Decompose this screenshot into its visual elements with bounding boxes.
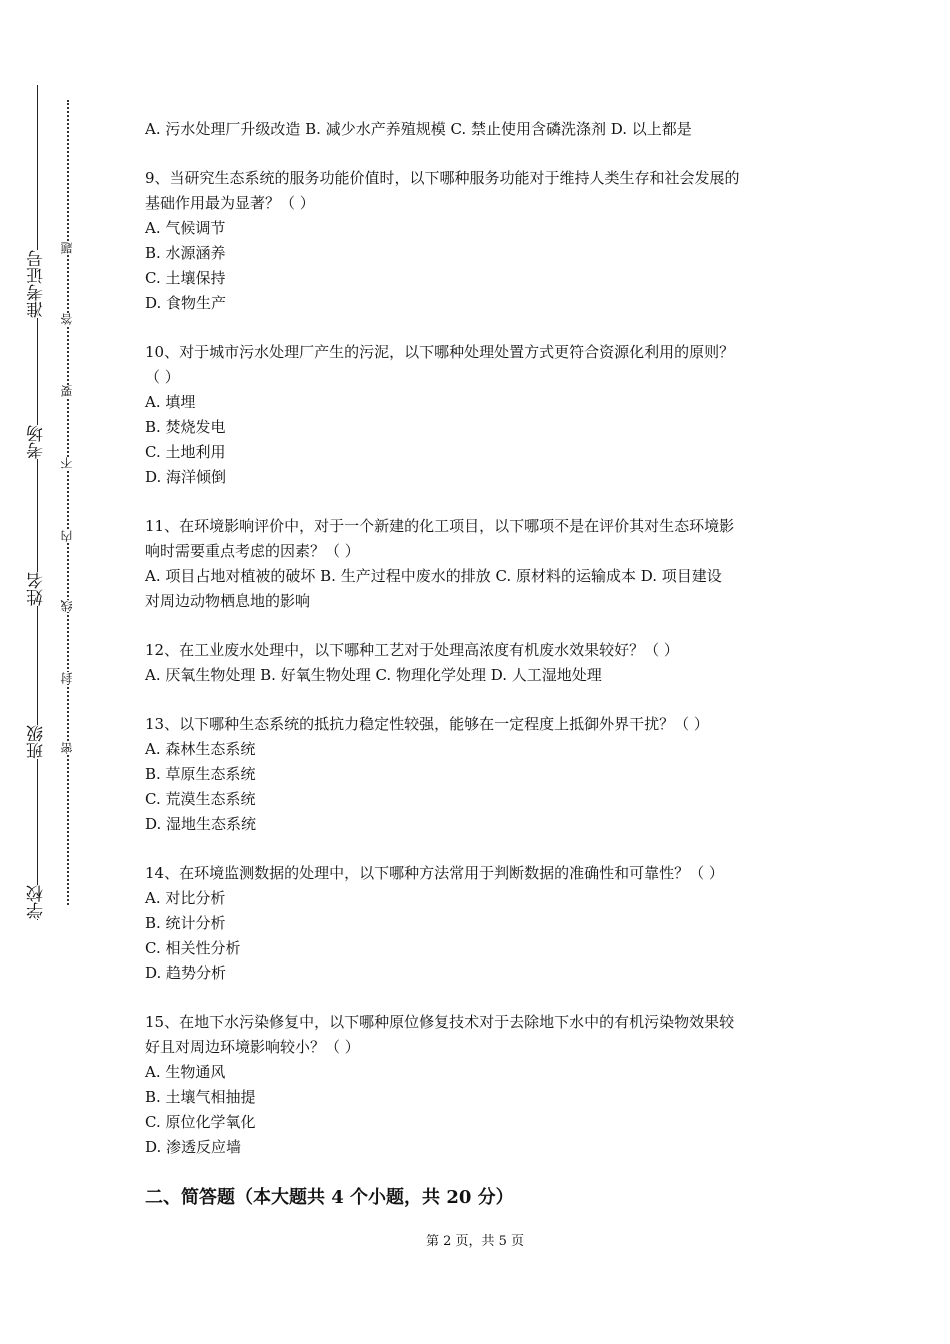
question-9 (145, 166, 817, 316)
seal-char: 题 (57, 242, 77, 254)
option-d: D. 湿地生态系统 (145, 815, 257, 833)
seal-char: 线 (57, 600, 77, 612)
option-c: C. 土地利用 (145, 443, 226, 461)
option-d: D. 渗透反应墙 (145, 1138, 242, 1156)
question-stem: 基础作用最为显著？（ ） (145, 194, 315, 212)
page-number: 第 2 页，共 5 页 (425, 1234, 525, 1249)
label-exam-room: 考场 (17, 425, 57, 459)
option-line: A. 厌氧生物处理 B. 好氧生物处理 C. 物理化学处理 D. 人工湿地处理 (145, 666, 602, 684)
option-b: B. 统计分析 (145, 914, 226, 932)
option-c: C. 土壤保持 (145, 269, 226, 287)
seal-char: 要 (57, 385, 77, 397)
option-b: B. 土壤气相抽提 (145, 1088, 256, 1106)
question-stem: 14、在环境监测数据的处理中，以下哪种方法常用于判断数据的准确性和可靠性？（ ） (145, 864, 724, 882)
option-a: A. 填埋 (145, 393, 196, 411)
binding-line-solid (37, 85, 38, 920)
option-a: A. 气候调节 (145, 219, 226, 237)
question-list (145, 117, 817, 1212)
label-class: 班级 (17, 725, 57, 759)
question-12 (145, 638, 817, 688)
option-d: D. 海洋倾倒 (145, 468, 227, 486)
question-14 (145, 861, 817, 986)
option-line: A. 项目占地对植被的破坏 B. 生产过程中废水的排放 C. 原材料的运输成本 D. 项目建设 (145, 567, 722, 585)
seal-char: 内 (57, 530, 77, 542)
seal-char: 不 (57, 457, 77, 469)
option-b: B. 水源涵养 (145, 244, 226, 262)
section-title: 二、简答题（本大题共 4 个小题，共 20 分） (145, 1187, 514, 1208)
option-a: A. 森林生态系统 (145, 740, 256, 758)
question-11 (145, 514, 817, 614)
option-b: B. 焚烧发电 (145, 418, 226, 436)
label-exam-number: 准考证号 (17, 250, 57, 318)
option-a: A. 对比分析 (145, 889, 226, 907)
question-stem: （ ） (145, 368, 180, 386)
question-15 (145, 1010, 817, 1160)
option-d: D. 趋势分析 (145, 964, 227, 982)
question-stem: 13、以下哪种生态系统的抵抗力稳定性较强，能够在一定程度上抵御外界干扰？（ ） (145, 715, 709, 733)
question-10 (145, 340, 817, 490)
option-c: C. 荒漠生态系统 (145, 790, 256, 808)
question-stem: 响时需要重点考虑的因素？（ ） (145, 542, 360, 560)
option-a: A. 生物通风 (145, 1063, 226, 1081)
question-13 (145, 712, 817, 837)
option-line: A. 污水处理厂升级改造 B. 减少水产养殖规模 C. 禁止使用含磷洗涤剂 D. 以上都是 (145, 120, 692, 138)
seal-char: 密 (57, 742, 77, 754)
question-stem: 好且对周边环境影响较小？（ ） (145, 1038, 360, 1056)
question-stem: 9、当研究生态系统的服务功能价值时，以下哪种服务功能对于维持人类生存和社会发展的 (145, 169, 740, 187)
question-8-options (145, 117, 817, 142)
label-name: 姓名 (17, 572, 57, 606)
option-d: D. 食物生产 (145, 294, 227, 312)
label-school: 学校 (17, 885, 57, 919)
option-c: C. 原位化学氧化 (145, 1113, 256, 1131)
question-stem: 10、对于城市污水处理厂产生的污泥，以下哪种处理处置方式更符合资源化利用的原则？ (145, 343, 735, 361)
question-stem: 12、在工业废水处理中，以下哪种工艺对于处理高浓度有机废水效果较好？（ ） (145, 641, 679, 659)
seal-char: 答 (57, 313, 77, 325)
seal-char: 封 (57, 672, 77, 684)
question-stem: 15、在地下水污染修复中，以下哪种原位修复技术对于去除地下水中的有机污染物效果较 (145, 1013, 735, 1031)
option-c: C. 相关性分析 (145, 939, 241, 957)
option-line: 对周边动物栖息地的影响 (145, 592, 311, 610)
question-stem: 11、在环境影响评价中，对于一个新建的化工项目，以下哪项不是在评价其对生态环境影 (145, 517, 735, 535)
option-b: B. 草原生态系统 (145, 765, 256, 783)
binding-line-dotted (67, 100, 69, 905)
